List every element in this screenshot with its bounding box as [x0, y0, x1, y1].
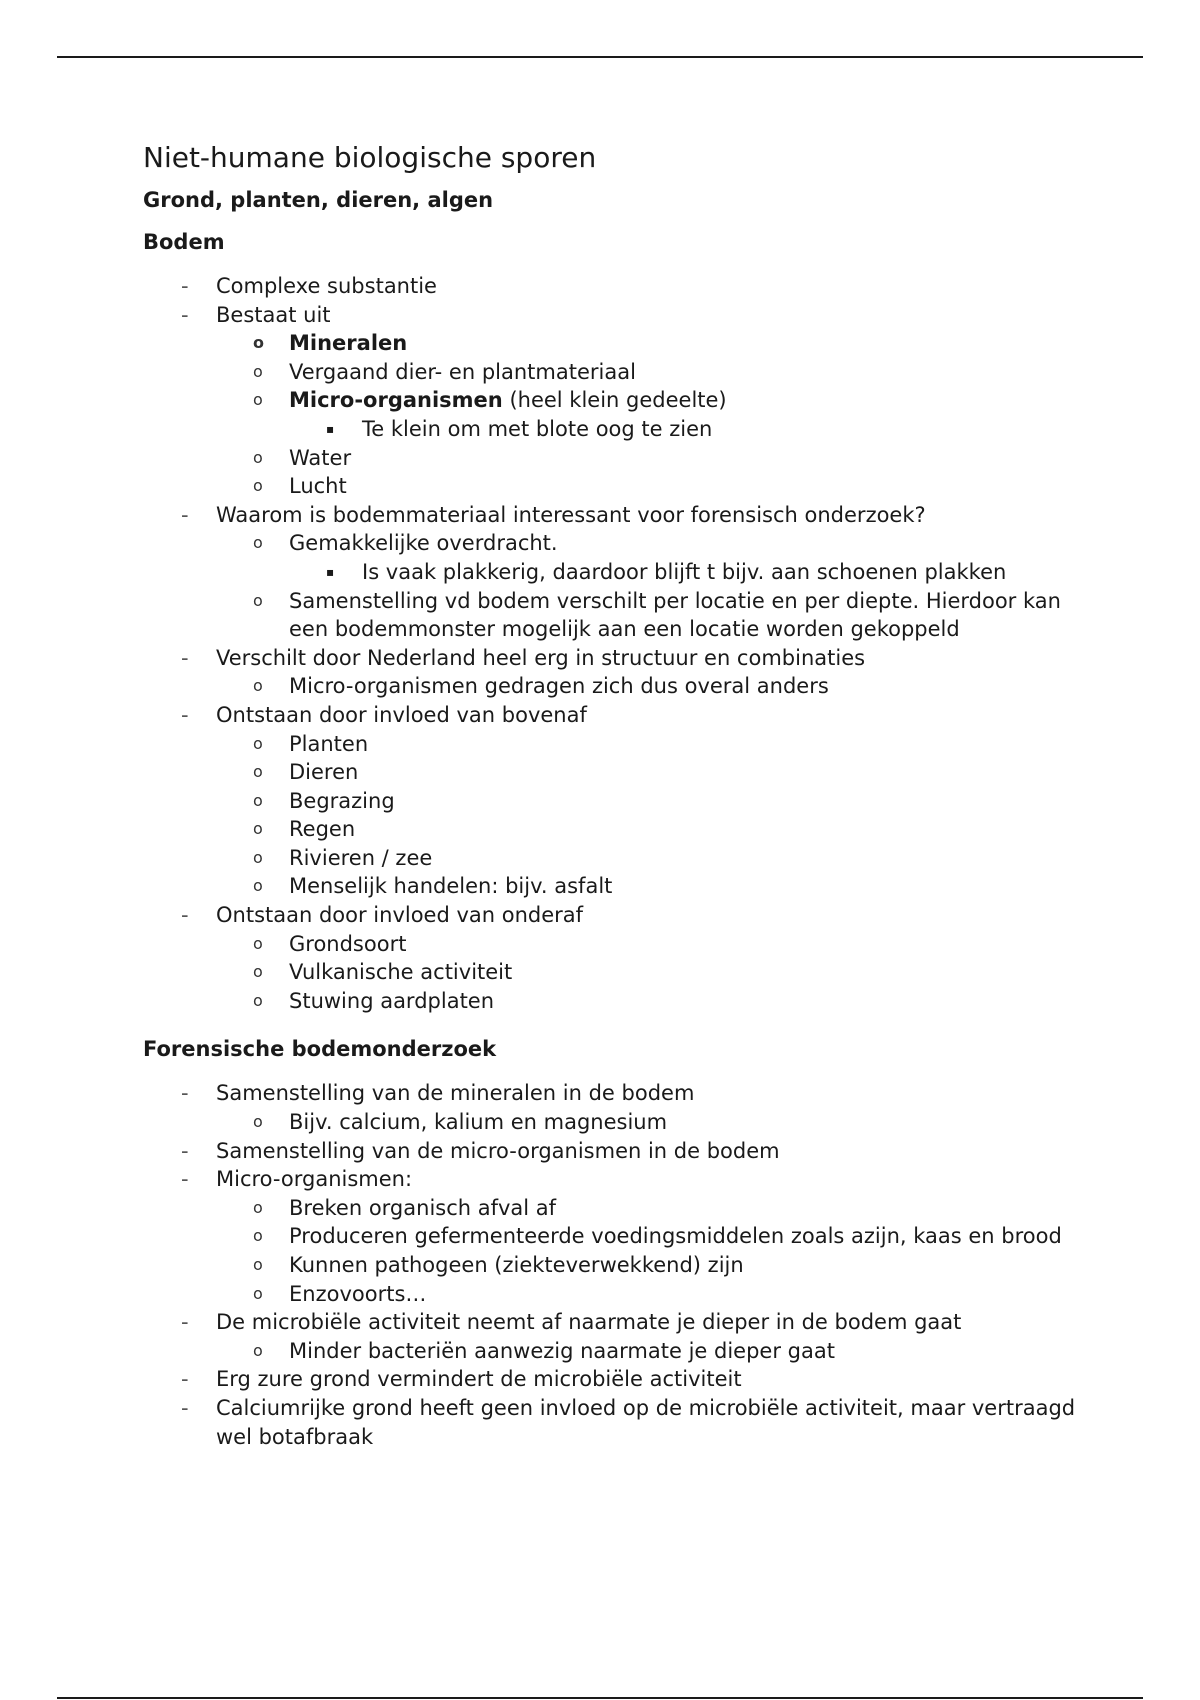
circle-bullet: o: [253, 476, 263, 496]
list-item: o Water: [216, 444, 1103, 473]
forensisch-list: [143, 1079, 1103, 1451]
list-item: - Samenstelling van de mineralen in de bodem o Bijv. calcium, kalium en magnesium: [143, 1079, 1103, 1136]
circle-bullet: o: [253, 1255, 263, 1274]
circle-bullet: o: [253, 590, 263, 610]
list-item: o Rivieren / zee: [216, 844, 1103, 873]
circle-bullet: o: [253, 1112, 263, 1132]
list-item: o Enzovoorts…: [216, 1280, 1103, 1309]
list-item: o Mineralen: [216, 329, 1103, 358]
list-item: o Samenstelling vd bodem verschilt per locatie en per diepte. Hierdoor kan een bodemmonster mogelijk aan een locatie worden gekoppeld: [253, 588, 1061, 642]
dash-bullet: -: [181, 903, 189, 928]
list-item: - Erg zure grond vermindert de microbiële activiteit: [143, 1365, 1103, 1394]
list-item: o Grondsoort: [216, 930, 1103, 959]
square-bullet: ▪: [326, 564, 335, 579]
circle-bullet: o: [253, 847, 263, 867]
list-item: - Bestaat uit o Mineralen o Vergaand dier- en plantmateriaal o Micro-organismen (heel klein gedeelte) ▪ Te klein om met blote oog te zien o Water o Lucht: [143, 301, 1103, 501]
list-item: o Vulkanische activiteit: [216, 958, 1103, 987]
sub-list: [216, 930, 1103, 1016]
sub-list: [216, 1194, 1103, 1308]
list-item: o Begrazing: [216, 787, 1103, 816]
sub-sub-list: [289, 415, 1103, 444]
list-item: - Ontstaan door invloed van bovenaf o Planten o Dieren o Begrazing o Regen o Rivieren / zee o Menselijk handelen: bijv. asfalt: [143, 701, 1103, 901]
list-item: - Calciumrijke grond heeft geen invloed op de microbiële activiteit, maar vertraagd wel botafbraak: [181, 1395, 1076, 1449]
circle-bullet: o: [253, 733, 263, 753]
circle-bullet: o: [253, 962, 263, 982]
list-item: o Planten: [216, 730, 1103, 759]
list-item: o Regen: [216, 815, 1103, 844]
circle-bullet: o: [253, 333, 264, 353]
list-item: o Kunnen pathogeen (ziekteverwekkend) zijn: [216, 1251, 1103, 1280]
circle-bullet: o: [253, 390, 263, 410]
list-item: - Micro-organismen: o Breken organisch afval af o Produceren gefermenteerde voedingsmiddelen zoals azijn, kaas en brood o Kunnen pathogeen (ziekteverwekkend) zijn o Enzovoorts…: [143, 1165, 1103, 1308]
circle-bullet: o: [253, 1283, 263, 1303]
list-item: ▪ Te klein om met blote oog te zien: [289, 415, 1103, 444]
list-item: o Produceren gefermenteerde voedingsmiddelen zoals azijn, kaas en brood: [216, 1222, 1103, 1251]
circle-bullet: o: [253, 762, 263, 782]
list-item: o Menselijk handelen: bijv. asfalt: [216, 872, 1103, 901]
sub-list: [216, 730, 1103, 902]
circle-bullet: o: [253, 990, 263, 1010]
subtitle: Grond, planten, dieren, algen: [143, 188, 494, 212]
sub-list: [216, 1108, 1103, 1137]
list-item: - Verschilt door Nederland heel erg in structuur en combinaties o Micro-organismen gedragen zich dus overal anders: [143, 644, 1103, 701]
circle-bullet: o: [253, 933, 263, 953]
circle-bullet: o: [253, 447, 263, 467]
dash-bullet: -: [181, 302, 189, 327]
list-item: o Lucht: [216, 472, 1103, 501]
list-item: o Bijv. calcium, kalium en magnesium: [216, 1108, 1103, 1137]
sub-list: [216, 329, 1103, 501]
bodem-list: [143, 272, 1103, 1015]
list-item: o Dieren: [216, 758, 1103, 787]
top-rule: [57, 56, 1143, 58]
page-title: Niet-humane biologische sporen: [143, 141, 597, 174]
section-heading-bodem: Bodem: [143, 230, 225, 254]
sub-list: [216, 672, 1103, 701]
list-item: o Vergaand dier- en plantmateriaal: [216, 358, 1103, 387]
circle-bullet: o: [253, 1197, 263, 1217]
dash-bullet: -: [181, 1310, 189, 1335]
dash-bullet: -: [181, 1167, 189, 1192]
square-bullet: ▪: [326, 421, 335, 436]
dash-bullet: -: [181, 645, 189, 670]
list-item: ▪ Is vaak plakkerig, daardoor blijft t bijv. aan schoenen plakken: [289, 558, 1103, 587]
circle-bullet: o: [253, 1226, 263, 1246]
circle-bullet: o: [253, 819, 263, 839]
list-item: - Samenstelling van de micro-organismen in de bodem: [143, 1137, 1103, 1166]
list-item: o Minder bacteriën aanwezig naarmate je dieper gaat: [216, 1337, 1103, 1366]
list-item: - Ontstaan door invloed van onderaf o Grondsoort o Vulkanische activiteit o Stuwing aardplaten: [143, 901, 1103, 1015]
bottom-rule: [57, 1697, 1143, 1699]
list-item: - Waarom is bodemmateriaal interessant voor forensisch onderzoek? o Gemakkelijke overdracht. ▪ Is vaak plakkerig, daardoor blijft t bijv. aan schoenen plakken o Samenstelling vd bodem verschilt per locatie en per diepte. Hierdoor kan een bodemmonster mogelijk aan een locatie worden gekoppeld: [143, 501, 1103, 644]
sub-list: [216, 529, 1103, 643]
sub-sub-list: [289, 558, 1103, 587]
circle-bullet: o: [253, 361, 263, 381]
dash-bullet: -: [181, 1081, 189, 1106]
list-item: - Complexe substantie: [143, 272, 1103, 301]
dash-bullet: -: [181, 702, 189, 727]
dash-bullet: -: [181, 1138, 189, 1163]
list-item: - De microbiële activiteit neemt af naarmate je dieper in de bodem gaat o Minder bacteriën aanwezig naarmate je dieper gaat: [143, 1308, 1103, 1365]
section-heading-forensisch: Forensische bodemonderzoek: [143, 1037, 497, 1062]
dash-bullet: -: [181, 1395, 189, 1420]
list-item: o Breken organisch afval af: [216, 1194, 1103, 1223]
circle-bullet: o: [253, 790, 263, 810]
dash-bullet: -: [181, 1367, 189, 1392]
list-item: o Gemakkelijke overdracht. ▪ Is vaak plakkerig, daardoor blijft t bijv. aan schoenen plakken: [216, 529, 1103, 586]
list-item: o Micro-organismen gedragen zich dus overal anders: [216, 672, 1103, 701]
document-body: [143, 130, 1103, 1451]
circle-bullet: o: [253, 676, 263, 696]
circle-bullet: o: [253, 876, 263, 896]
circle-bullet: o: [253, 533, 263, 553]
list-item: o Micro-organismen (heel klein gedeelte) ▪ Te klein om met blote oog te zien: [216, 386, 1103, 443]
list-item: o Stuwing aardplaten: [216, 987, 1103, 1016]
circle-bullet: o: [253, 1340, 263, 1360]
dash-bullet: -: [181, 502, 189, 527]
dash-bullet: -: [181, 274, 189, 298]
sub-list: [216, 1337, 1103, 1366]
